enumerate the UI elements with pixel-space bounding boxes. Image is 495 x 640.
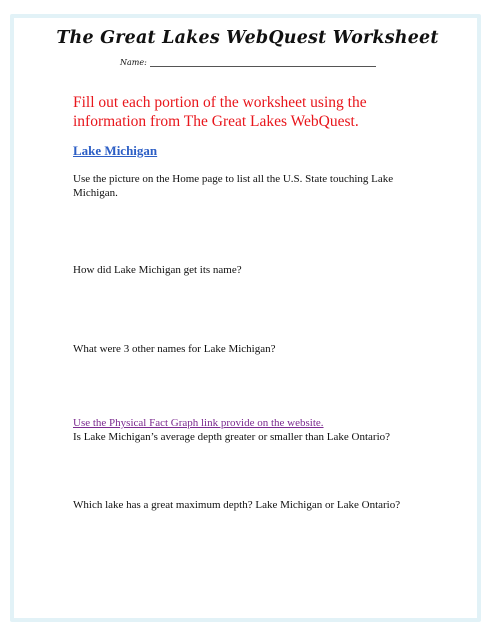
- physical-fact-graph-link[interactable]: Use the Physical Fact Graph link provide on the website.: [73, 417, 324, 429]
- question-states: Use the picture on the Home page to list all the U.S. State touching Lake Michigan.: [73, 173, 394, 199]
- section-heading-lake-michigan[interactable]: Lake Michigan: [73, 143, 158, 158]
- name-underline: [150, 66, 376, 67]
- instructions-text: Fill out each portion of the worksheet using the information from The Great Lakes WebQuest.: [73, 94, 367, 130]
- question-name-origin: How did Lake Michigan get its name?: [73, 264, 242, 276]
- question-maximum-depth: Which lake has a great maximum depth? Lake Michigan or Lake Ontario?: [73, 499, 401, 511]
- worksheet-title: The Great Lakes WebQuest Worksheet: [56, 28, 439, 48]
- question-other-names: What were 3 other names for Lake Michigan?: [73, 343, 276, 355]
- name-label: Name:: [120, 58, 147, 67]
- question-average-depth: Is Lake Michigan’s average depth greater or smaller than Lake Ontario?: [73, 431, 391, 443]
- name-field: [120, 57, 380, 71]
